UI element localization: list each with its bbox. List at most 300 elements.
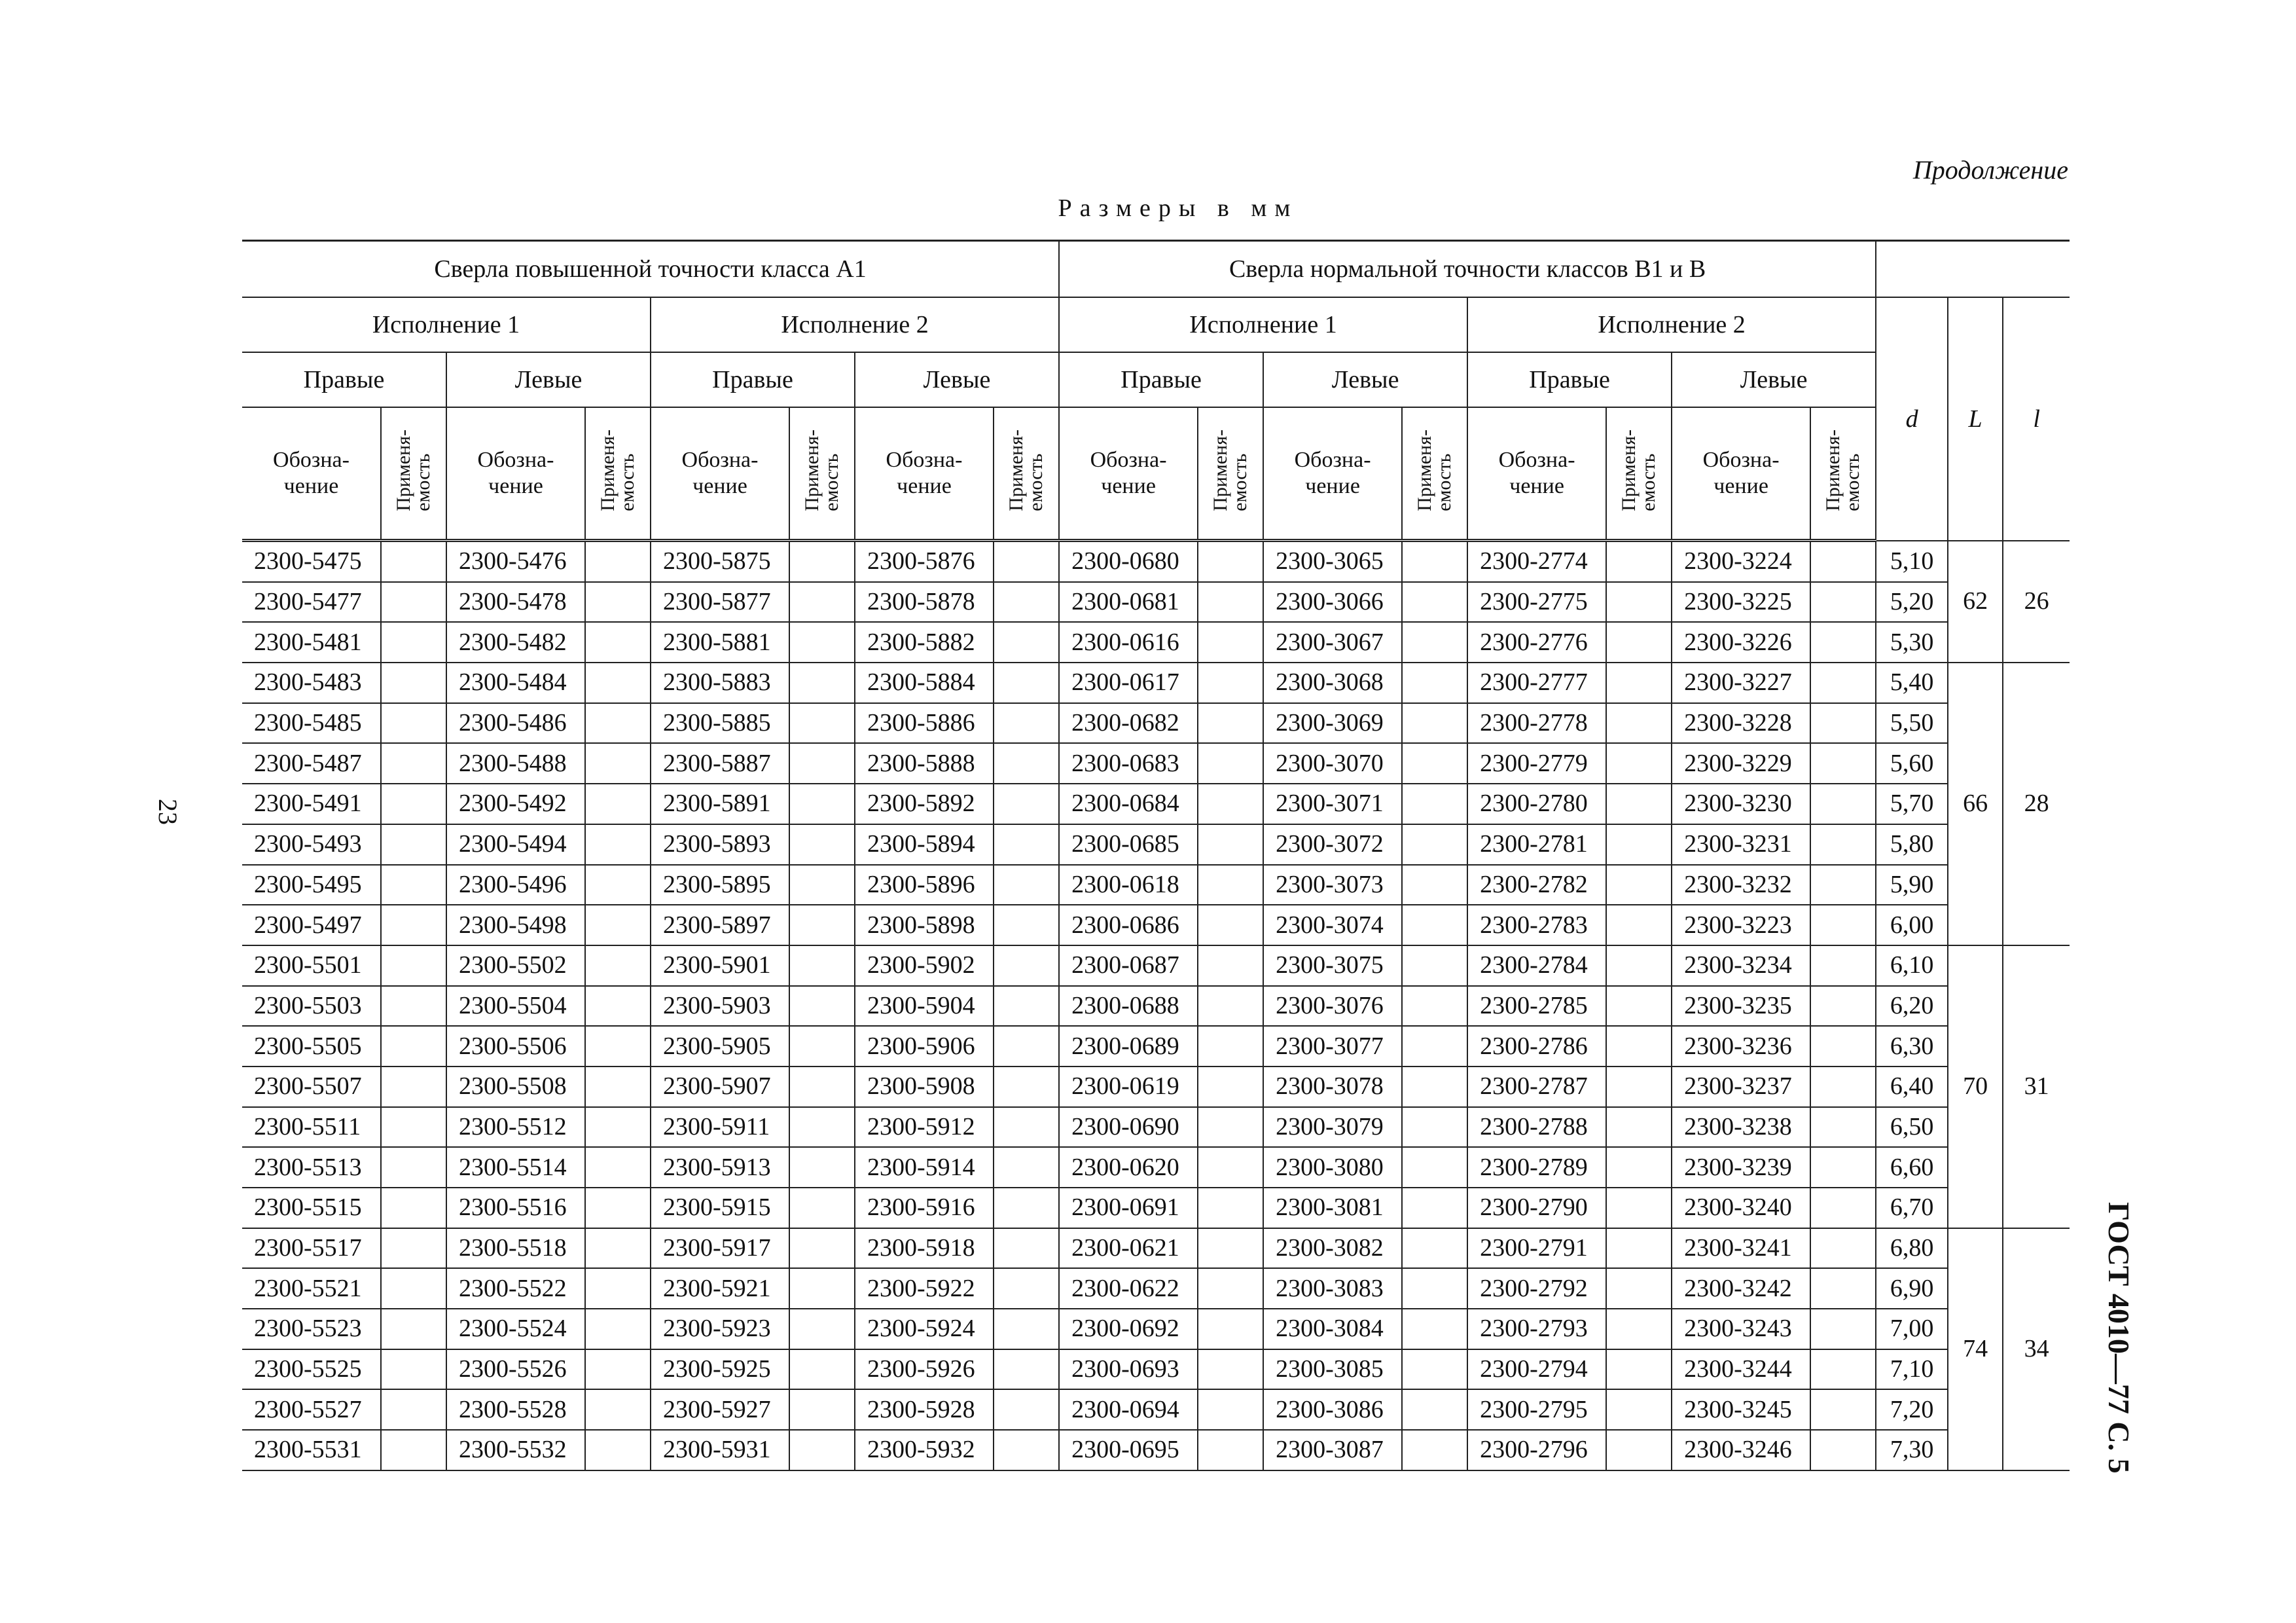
table-row [242, 703, 2070, 744]
header-designation-line1: Обозна- [477, 448, 554, 472]
applicability-cell [381, 824, 446, 865]
header-a1-isp1: Исполнение 1 [242, 297, 651, 352]
applicability-cell [1198, 784, 1263, 824]
designation-cell: 2300-3085 [1263, 1349, 1402, 1390]
applicability-cell [1810, 541, 1876, 582]
designation-cell: 2300-5892 [855, 784, 994, 824]
table-row [242, 1188, 2070, 1228]
applicability-cell [1402, 784, 1467, 824]
designation-cell: 2300-0694 [1059, 1389, 1198, 1430]
applicability-cell [994, 905, 1059, 945]
length-l-cell: 26 [2003, 541, 2070, 663]
designation-cell: 2300-5512 [446, 1107, 585, 1148]
applicability-cell [789, 1067, 855, 1107]
applicability-cell [1198, 1188, 1263, 1228]
designation-cell: 2300-5926 [855, 1349, 994, 1390]
diameter-cell: 7,10 [1876, 1349, 1948, 1390]
applicability-cell [994, 865, 1059, 905]
diameter-cell: 7,20 [1876, 1389, 1948, 1430]
applicability-cell [1810, 1349, 1876, 1390]
applicability-cell [994, 1147, 1059, 1188]
designation-cell: 2300-5891 [651, 784, 789, 824]
table-row [242, 1268, 2070, 1309]
designation-cell: 2300-3073 [1263, 865, 1402, 905]
header-applicability [381, 407, 446, 541]
applicability-cell [994, 986, 1059, 1027]
header-designation-line1: Обозна- [1498, 448, 1575, 472]
header-b1-group: Сверла нормальной точности классов В1 и В [1059, 241, 1876, 298]
designation-cell: 2300-2785 [1467, 986, 1606, 1027]
applicability-cell [1402, 945, 1467, 986]
diameter-cell: 5,70 [1876, 784, 1948, 824]
header-designation-line2: чение [897, 474, 952, 498]
header-left-hand: Левые [855, 352, 1059, 407]
designation-cell: 2300-2777 [1467, 663, 1606, 703]
designation-cell: 2300-0616 [1059, 622, 1198, 663]
applicability-cell [381, 865, 446, 905]
table-row [242, 865, 2070, 905]
applicability-cell [1810, 945, 1876, 986]
designation-cell: 2300-5495 [242, 865, 381, 905]
designation-cell: 2300-5513 [242, 1147, 381, 1188]
applicability-cell [789, 1389, 855, 1430]
header-designation [651, 407, 789, 541]
header-a1-isp2: Исполнение 2 [651, 297, 1059, 352]
applicability-cell [994, 824, 1059, 865]
designation-cell: 2300-0693 [1059, 1349, 1198, 1390]
applicability-cell [994, 1067, 1059, 1107]
designation-cell: 2300-5901 [651, 945, 789, 986]
header-applicability [1810, 407, 1876, 541]
designation-cell: 2300-5478 [446, 582, 585, 623]
applicability-cell [1198, 663, 1263, 703]
designation-cell: 2300-5503 [242, 986, 381, 1027]
applicability-cell [381, 582, 446, 623]
applicability-cell [789, 1147, 855, 1188]
applicability-cell [994, 1107, 1059, 1148]
designation-cell: 2300-5505 [242, 1026, 381, 1067]
applicability-cell [994, 1430, 1059, 1470]
applicability-cell [1810, 663, 1876, 703]
designation-cell: 2300-5484 [446, 663, 585, 703]
designation-cell: 2300-5477 [242, 582, 381, 623]
applicability-cell [381, 986, 446, 1027]
designation-cell: 2300-3074 [1263, 905, 1402, 945]
header-b1-isp2: Исполнение 2 [1467, 297, 1876, 352]
header-designation-line2: чение [283, 474, 339, 498]
applicability-cell [1198, 622, 1263, 663]
applicability-cell [1198, 1268, 1263, 1309]
applicability-cell [1606, 1389, 1672, 1430]
applicability-cell [1810, 622, 1876, 663]
applicability-cell [994, 582, 1059, 623]
applicability-cell [1606, 1430, 1672, 1470]
applicability-cell [994, 541, 1059, 582]
designation-cell: 2300-5493 [242, 824, 381, 865]
table-row [242, 663, 2070, 703]
designation-cell: 2300-3240 [1672, 1188, 1810, 1228]
applicability-cell [1198, 824, 1263, 865]
applicability-cell [1810, 1268, 1876, 1309]
designation-cell: 2300-0681 [1059, 582, 1198, 623]
designation-cell: 2300-2779 [1467, 743, 1606, 784]
applicability-cell [1606, 622, 1672, 663]
designation-cell: 2300-5482 [446, 622, 585, 663]
header-left-hand: Левые [446, 352, 651, 407]
header-designation-line1: Обозна- [681, 448, 759, 472]
applicability-cell [1606, 663, 1672, 703]
designation-cell: 2300-5914 [855, 1147, 994, 1188]
designation-cell: 2300-5485 [242, 703, 381, 744]
applicability-cell [381, 945, 446, 986]
header-designation [1467, 407, 1606, 541]
header-applicability [1402, 407, 1467, 541]
applicability-cell [1606, 905, 1672, 945]
diameter-cell: 6,40 [1876, 1067, 1948, 1107]
table-row [242, 1309, 2070, 1349]
applicability-cell [789, 1107, 855, 1148]
applicability-cell [1402, 1349, 1467, 1390]
applicability-cell [585, 824, 651, 865]
designation-cell: 2300-5905 [651, 1026, 789, 1067]
designation-cell: 2300-2787 [1467, 1067, 1606, 1107]
applicability-cell [789, 541, 855, 582]
applicability-cell [994, 1188, 1059, 1228]
designation-cell: 2300-3080 [1263, 1147, 1402, 1188]
header-designation-line2: чение [1509, 474, 1564, 498]
header-applicability-line1: Применя- [1210, 429, 1232, 511]
designation-cell: 2300-5927 [651, 1389, 789, 1430]
header-designation-line2: чение [488, 474, 543, 498]
header-designation-line2: чение [1305, 474, 1360, 498]
applicability-cell [994, 703, 1059, 744]
designation-cell: 2300-5532 [446, 1430, 585, 1470]
applicability-cell [381, 784, 446, 824]
applicability-cell [381, 1026, 446, 1067]
applicability-cell [1198, 1026, 1263, 1067]
applicability-cell [585, 865, 651, 905]
diameter-cell: 6,00 [1876, 905, 1948, 945]
designation-cell: 2300-5915 [651, 1188, 789, 1228]
designation-cell: 2300-5896 [855, 865, 994, 905]
designation-cell: 2300-5887 [651, 743, 789, 784]
header-left-hand: Левые [1263, 352, 1467, 407]
applicability-cell [381, 703, 446, 744]
designation-cell: 2300-2782 [1467, 865, 1606, 905]
applicability-cell [585, 986, 651, 1027]
designation-cell: 2300-3084 [1263, 1309, 1402, 1349]
length-l-cell: 28 [2003, 663, 2070, 945]
designation-cell: 2300-3246 [1672, 1430, 1810, 1470]
designation-cell: 2300-5906 [855, 1026, 994, 1067]
diameter-cell: 5,80 [1876, 824, 1948, 865]
applicability-cell [994, 784, 1059, 824]
applicability-cell [1198, 905, 1263, 945]
header-designation-line1: Обозна- [1090, 448, 1167, 472]
applicability-cell [994, 1349, 1059, 1390]
designation-cell: 2300-5487 [242, 743, 381, 784]
designation-cell: 2300-3242 [1672, 1268, 1810, 1309]
designation-cell: 2300-0686 [1059, 905, 1198, 945]
applicability-cell [1606, 865, 1672, 905]
designation-cell: 2300-3231 [1672, 824, 1810, 865]
applicability-cell [789, 703, 855, 744]
applicability-cell [1402, 824, 1467, 865]
designation-cell: 2300-5501 [242, 945, 381, 986]
applicability-cell [1402, 1268, 1467, 1309]
applicability-cell [585, 1188, 651, 1228]
designation-cell: 2300-5886 [855, 703, 994, 744]
applicability-cell [1198, 703, 1263, 744]
designation-cell: 2300-2796 [1467, 1430, 1606, 1470]
header-d: d [1876, 297, 1948, 541]
applicability-cell [1810, 1188, 1876, 1228]
designation-cell: 2300-3065 [1263, 541, 1402, 582]
designation-cell: 2300-5928 [855, 1389, 994, 1430]
designation-cell: 2300-2795 [1467, 1389, 1606, 1430]
length-l-cell: 31 [2003, 945, 2070, 1228]
applicability-cell [1606, 1026, 1672, 1067]
applicability-cell [1198, 1107, 1263, 1148]
applicability-cell [381, 905, 446, 945]
designation-cell: 2300-0621 [1059, 1228, 1198, 1269]
applicability-cell [1810, 1228, 1876, 1269]
applicability-cell [585, 663, 651, 703]
designation-cell: 2300-5526 [446, 1349, 585, 1390]
table-row [242, 824, 2070, 865]
applicability-cell [1402, 541, 1467, 582]
designation-cell: 2300-5932 [855, 1430, 994, 1470]
designation-cell: 2300-5925 [651, 1349, 789, 1390]
designation-cell: 2300-5496 [446, 865, 585, 905]
designation-cell: 2300-5883 [651, 663, 789, 703]
dimensions-title: Размеры в мм [1058, 194, 1299, 222]
diameter-cell: 5,60 [1876, 743, 1948, 784]
designation-cell: 2300-5912 [855, 1107, 994, 1148]
applicability-cell [381, 1309, 446, 1349]
applicability-cell [1402, 1228, 1467, 1269]
diameter-cell: 7,00 [1876, 1309, 1948, 1349]
diameter-cell: 5,20 [1876, 582, 1948, 623]
applicability-cell [1606, 945, 1672, 986]
designation-cell: 2300-5922 [855, 1268, 994, 1309]
table-row [242, 622, 2070, 663]
applicability-cell [1198, 1147, 1263, 1188]
designation-cell: 2300-5507 [242, 1067, 381, 1107]
diameter-cell: 5,50 [1876, 703, 1948, 744]
diameter-cell: 6,70 [1876, 1188, 1948, 1228]
designation-cell: 2300-5924 [855, 1309, 994, 1349]
applicability-cell [1606, 1268, 1672, 1309]
designation-cell: 2300-3229 [1672, 743, 1810, 784]
applicability-cell [381, 1389, 446, 1430]
header-applicability [789, 407, 855, 541]
header-designation [855, 407, 994, 541]
applicability-cell [1606, 1349, 1672, 1390]
designation-cell: 2300-0688 [1059, 986, 1198, 1027]
designation-cell: 2300-3238 [1672, 1107, 1810, 1148]
applicability-cell [994, 945, 1059, 986]
designation-cell: 2300-5916 [855, 1188, 994, 1228]
designation-cell: 2300-0689 [1059, 1026, 1198, 1067]
designation-cell: 2300-5488 [446, 743, 585, 784]
designation-cell: 2300-0622 [1059, 1268, 1198, 1309]
applicability-cell [1402, 663, 1467, 703]
designation-cell: 2300-3245 [1672, 1389, 1810, 1430]
applicability-cell [789, 784, 855, 824]
applicability-cell [789, 986, 855, 1027]
diameter-cell: 5,40 [1876, 663, 1948, 703]
applicability-cell [1198, 1228, 1263, 1269]
length-L-cell: 66 [1948, 663, 2003, 945]
applicability-cell [585, 1026, 651, 1067]
header-designation [446, 407, 585, 541]
designation-cell: 2300-3234 [1672, 945, 1810, 986]
applicability-cell [585, 1228, 651, 1269]
designation-cell: 2300-5923 [651, 1309, 789, 1349]
designation-cell: 2300-5931 [651, 1430, 789, 1470]
designation-cell: 2300-0684 [1059, 784, 1198, 824]
applicability-cell [1606, 1309, 1672, 1349]
designation-cell: 2300-5522 [446, 1268, 585, 1309]
applicability-cell [789, 1026, 855, 1067]
designation-cell: 2300-5881 [651, 622, 789, 663]
designation-cell: 2300-2778 [1467, 703, 1606, 744]
designation-cell: 2300-5903 [651, 986, 789, 1027]
designation-cell: 2300-5917 [651, 1228, 789, 1269]
diameter-cell: 6,50 [1876, 1107, 1948, 1148]
applicability-cell [1402, 703, 1467, 744]
gost-page-label: ГОСТ 4010—77 С. 5 [2102, 1202, 2136, 1474]
header-applicability-line2: емость [1229, 453, 1251, 511]
table-row [242, 905, 2070, 945]
designation-cell: 2300-0691 [1059, 1188, 1198, 1228]
length-l-cell: 34 [2003, 1228, 2070, 1470]
applicability-cell [789, 824, 855, 865]
designation-cell: 2300-5492 [446, 784, 585, 824]
diameter-cell: 6,30 [1876, 1026, 1948, 1067]
designation-cell: 2300-0680 [1059, 541, 1198, 582]
header-applicability-line1: Применя- [1822, 429, 1844, 511]
header-designation-line1: Обозна- [1702, 448, 1780, 472]
designation-cell: 2300-0682 [1059, 703, 1198, 744]
applicability-cell [381, 622, 446, 663]
header-designation-line1: Обозна- [1294, 448, 1371, 472]
designation-cell: 2300-3087 [1263, 1430, 1402, 1470]
applicability-cell [1198, 1067, 1263, 1107]
designation-cell: 2300-2794 [1467, 1349, 1606, 1390]
table-row [242, 1389, 2070, 1430]
diameter-cell: 6,90 [1876, 1268, 1948, 1309]
applicability-cell [789, 865, 855, 905]
header-designation-line2: чение [692, 474, 747, 498]
applicability-cell [1810, 1067, 1876, 1107]
designation-cell: 2300-5885 [651, 703, 789, 744]
applicability-cell [1810, 1147, 1876, 1188]
designation-cell: 2300-5475 [242, 541, 381, 582]
designation-cell: 2300-5913 [651, 1147, 789, 1188]
header-L: L [1948, 297, 2003, 541]
applicability-cell [381, 663, 446, 703]
designation-cell: 2300-5508 [446, 1067, 585, 1107]
length-L-cell: 62 [1948, 541, 2003, 663]
designation-cell: 2300-3235 [1672, 986, 1810, 1027]
applicability-cell [585, 1430, 651, 1470]
header-b1-isp1: Исполнение 1 [1059, 297, 1467, 352]
designation-cell: 2300-5921 [651, 1268, 789, 1309]
applicability-cell [1606, 784, 1672, 824]
applicability-cell [381, 541, 446, 582]
designation-cell: 2300-5877 [651, 582, 789, 623]
designation-cell: 2300-5884 [855, 663, 994, 703]
designation-cell: 2300-3223 [1672, 905, 1810, 945]
header-designation [1263, 407, 1402, 541]
header-designation-line2: чение [1101, 474, 1156, 498]
applicability-cell [1198, 541, 1263, 582]
table-row [242, 1349, 2070, 1390]
applicability-cell [994, 1309, 1059, 1349]
applicability-cell [789, 905, 855, 945]
applicability-cell [585, 1309, 651, 1349]
applicability-cell [789, 743, 855, 784]
designation-cell: 2300-5518 [446, 1228, 585, 1269]
designation-cell: 2300-0687 [1059, 945, 1198, 986]
designation-cell: 2300-5882 [855, 622, 994, 663]
designation-cell: 2300-5907 [651, 1067, 789, 1107]
designation-cell: 2300-5524 [446, 1309, 585, 1349]
designation-cell: 2300-3232 [1672, 865, 1810, 905]
applicability-cell [1402, 1188, 1467, 1228]
designation-cell: 2300-5895 [651, 865, 789, 905]
designation-cell: 2300-3237 [1672, 1067, 1810, 1107]
applicability-cell [381, 743, 446, 784]
designation-cell: 2300-5904 [855, 986, 994, 1027]
diameter-cell: 5,10 [1876, 541, 1948, 582]
designation-cell: 2300-3083 [1263, 1268, 1402, 1309]
applicability-cell [1402, 1107, 1467, 1148]
applicability-cell [1198, 582, 1263, 623]
applicability-cell [381, 1147, 446, 1188]
designation-cell: 2300-2780 [1467, 784, 1606, 824]
designation-cell: 2300-5894 [855, 824, 994, 865]
designation-cell: 2300-5476 [446, 541, 585, 582]
header-right-hand: Правые [242, 352, 446, 407]
applicability-cell [1198, 986, 1263, 1027]
applicability-cell [1606, 703, 1672, 744]
applicability-cell [1606, 541, 1672, 582]
designation-cell: 2300-5888 [855, 743, 994, 784]
header-l: l [2003, 297, 2070, 541]
diameter-cell: 7,30 [1876, 1430, 1948, 1470]
designation-cell: 2300-2774 [1467, 541, 1606, 582]
header-designation [1672, 407, 1810, 541]
applicability-cell [1198, 743, 1263, 784]
applicability-cell [585, 541, 651, 582]
applicability-cell [381, 1430, 446, 1470]
designation-cell: 2300-5521 [242, 1268, 381, 1309]
applicability-cell [1606, 1188, 1672, 1228]
applicability-cell [1198, 1389, 1263, 1430]
applicability-cell [789, 663, 855, 703]
designation-cell: 2300-2775 [1467, 582, 1606, 623]
table-row [242, 1026, 2070, 1067]
designation-cell: 2300-5527 [242, 1389, 381, 1430]
designation-cell: 2300-0692 [1059, 1309, 1198, 1349]
applicability-cell [1198, 945, 1263, 986]
table-row [242, 1067, 2070, 1107]
designation-cell: 2300-5531 [242, 1430, 381, 1470]
header-designation-line1: Обозна- [273, 448, 350, 472]
